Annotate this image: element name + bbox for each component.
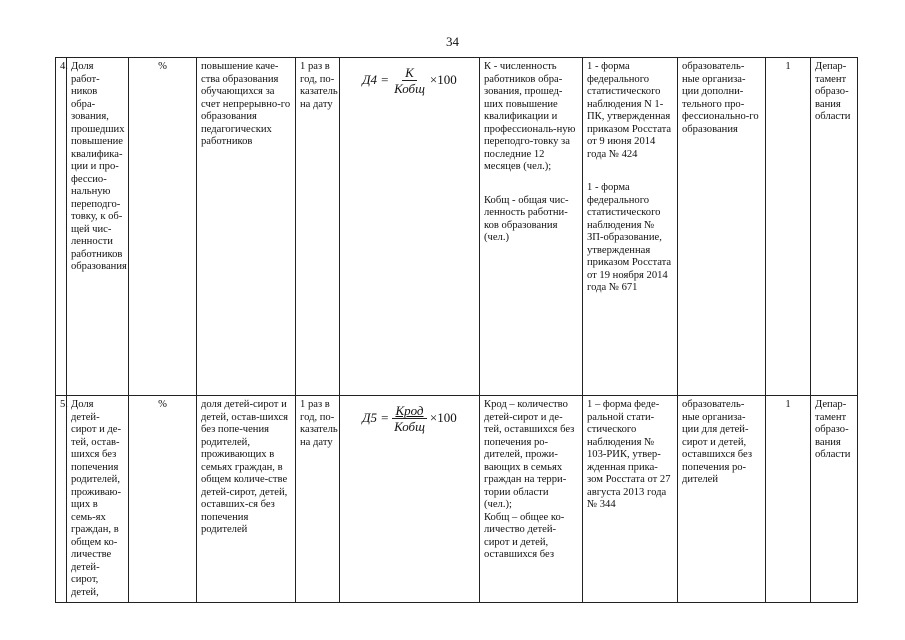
row-number: 4. bbox=[56, 58, 67, 396]
data-source: 1 – форма феде-ральной стати-стического наблюдения № 103-РИК, утвер-жденная прика-зом Росстата от 27 августа 2013 года № 344 bbox=[587, 399, 671, 510]
scope: образователь-ные организа-ции дополни-тельного про-фессионально-го образования bbox=[678, 58, 766, 396]
indicator-name: Доля детей-сирот и де-тей, остав-шихся без попечения родителей, проживаю-щих в семь-ях граждан, в общем ко-личестве детей-сирот, детей, bbox=[67, 396, 129, 603]
indicator-description: повышение каче-ства образования обучающихся за счет непрерывно-го образования педагогических работников bbox=[197, 58, 296, 396]
variables-cell bbox=[480, 58, 583, 396]
scope: образователь-ные организа-ции для детей-сирот и детей, оставшихся без попечения ро-дителей bbox=[678, 396, 766, 603]
data-source: 1 - форма федерального статистического наблюдения N 1-ПК, утвержденная приказом Росстата от 9 июня 2014 года № 424 bbox=[587, 61, 672, 160]
variable-definition: Кобщ - общая чис-ленность работни-ков образования (чел.) bbox=[484, 194, 569, 243]
responsible: Депар-тамент образо-вания области bbox=[811, 58, 858, 396]
unit: % bbox=[129, 396, 197, 603]
value: 1 bbox=[766, 396, 811, 603]
indicator-name: Доля работ-ников обра-зования, прошедших повышение квалифика-ции и про-фессио-нальную переподго-товку, к об-щей чис-ленности работников образования bbox=[67, 58, 129, 396]
formula-numerator: Крод bbox=[392, 403, 426, 419]
indicators-table bbox=[55, 57, 858, 603]
page-number: 34 bbox=[446, 34, 459, 49]
data-source: 1 - форма федерального статистического наблюдения № ЗП-образование, утвержденная приказом Росстата от 19 ноября 2014 года № 671 bbox=[587, 182, 672, 293]
formula-denominator: Кобщ bbox=[394, 81, 425, 96]
indicator-description: доля детей-сирот и детей, остав-шихся без попе-чения родителей, проживающих в семьях граждан, в общем количе-стве детей-сирот, детей, оставших-ся без попечения родителей bbox=[197, 396, 296, 603]
formula-multiplier: ×100 bbox=[429, 72, 457, 88]
formula-cell bbox=[340, 58, 480, 396]
sources-cell bbox=[583, 58, 678, 396]
variable-definition: К - численность работников обра-зования, прошед-ших повышение квалификации и профессиональ-ную переподго-товку за последние 12 месяцев (чел.); bbox=[484, 61, 576, 172]
periodicity: 1 раз в год, по-казатель на дату bbox=[296, 58, 340, 396]
formula-multiplier: ×100 bbox=[429, 410, 457, 426]
formula-numerator: К bbox=[402, 65, 417, 81]
responsible: Депар-тамент образо-вания области bbox=[811, 396, 858, 603]
formula-lhs: Д5 = bbox=[362, 410, 390, 426]
formula-fraction bbox=[391, 403, 428, 434]
unit: % bbox=[129, 58, 197, 396]
sources-cell bbox=[583, 396, 678, 603]
formula bbox=[344, 61, 475, 96]
row-number: 5. bbox=[56, 396, 67, 603]
value: 1 bbox=[766, 58, 811, 396]
formula-cell bbox=[340, 396, 480, 603]
formula bbox=[344, 399, 475, 434]
variable-definition: Кобщ – общее ко-личество детей-сирот и детей, оставшихся без bbox=[484, 511, 565, 560]
formula-denominator: Кобщ bbox=[394, 419, 425, 434]
periodicity: 1 раз в год, по-казатель на дату bbox=[296, 396, 340, 603]
formula-lhs: Д4 = bbox=[362, 72, 390, 88]
table-row bbox=[56, 396, 858, 603]
variable-definition: Крод – количество детей-сирот и де-тей, оставшихся без попечения ро-дителей, прожи-вающих в семьях граждан на терри-тории области (чел.); bbox=[484, 399, 575, 510]
variables-cell bbox=[480, 396, 583, 603]
table-row bbox=[56, 58, 858, 396]
formula-fraction bbox=[391, 65, 428, 96]
